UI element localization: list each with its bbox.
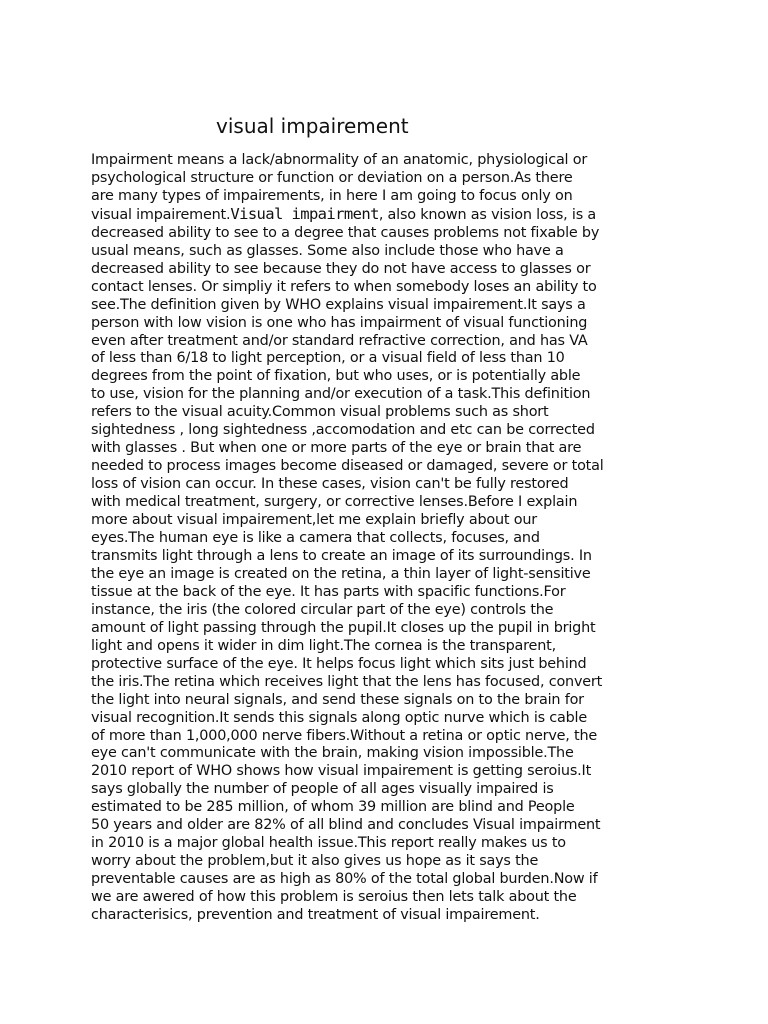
text-line: contact lenses. Or simpliy it refers to when somebody loses an ability to [91, 278, 597, 295]
text-line: transmits light through a lens to create an image of its surroundings. In [91, 547, 592, 564]
text-segment: visual impairement. [91, 206, 231, 223]
text-line: visual recognition.It sends this signals along optic nurve which is cable [91, 709, 588, 726]
text-line: of less than 6/18 to light perception, or a visual field of less than 10 [91, 350, 565, 367]
text-line: sightedness , long sightedness ,accomodation and etc can be corrected [91, 422, 595, 439]
text-line: psychological structure or function or deviation on a person.As there [91, 169, 573, 186]
text-line: more about visual impairement,let me explain briefly about our [91, 512, 537, 529]
text-line: usual means, such as glasses. Some also include those who have a [91, 242, 564, 259]
text-line: decreased ability to see to a degree that causes problems not fixable by [91, 224, 600, 241]
text-line: eyes.The human eye is like a camera that collects, focuses, and [91, 530, 540, 547]
text-line: to use, vision for the planning and/or execution of a task.This definition [91, 386, 591, 403]
text-line: characterisics, prevention and treatment of visual impairement. [91, 907, 540, 924]
text-line: needed to process images become diseased or damaged, severe or total [91, 458, 604, 475]
text-line: loss of vision can occur. In these cases, vision can't be fully restored [91, 476, 569, 493]
text-line: preventable causes are as high as 80% of the total global burden.Now if [91, 871, 598, 888]
highlighted-term: Visual impairment [230, 204, 379, 223]
text-line: even after treatment and/or standard refractive correction, and has VA [91, 332, 588, 349]
text-line: instance, the iris (the colored circular part of the eye) controls the [91, 601, 554, 618]
document-title: visual impairement [216, 114, 409, 138]
text-line: amount of light passing through the pupil.It closes up the pupil in bright [91, 619, 596, 636]
text-line: estimated to be 285 million, of whom 39 million are blind and People [91, 799, 575, 816]
text-line: of more than 1,000,000 nerve fibers.Without a retina or optic nerve, the [91, 727, 598, 744]
text-line [91, 206, 711, 225]
text-segment: , also known as vision loss, is a [378, 206, 597, 223]
text-line: says globally the number of people of all ages visually impaired is [91, 781, 554, 798]
text-line: the iris.The retina which receives light that the lens has focused, convert [91, 673, 603, 690]
text-line: person with low vision is one who has impairment of visual functioning [91, 314, 588, 331]
text-line: protective surface of the eye. It helps focus light which sits just behind [91, 655, 587, 672]
text-line: we are awered of how this problem is seroius then lets talk about the [91, 889, 577, 906]
text-line: light and opens it wider in dim light.The cornea is the transparent, [91, 637, 556, 654]
text-line: with glasses . But when one or more parts of the eye or brain that are [91, 440, 582, 457]
text-line: eye can't communicate with the brain, making vision impossible.The [91, 745, 574, 762]
text-line: the eye an image is created on the retina, a thin layer of light-sensitive [91, 565, 591, 582]
text-line: tissue at the back of the eye. It has parts with spacific functions.For [91, 583, 566, 600]
text-line: are many types of impairements, in here I am going to focus only on [91, 187, 573, 204]
text-line: in 2010 is a major global health issue.This report really makes us to [91, 835, 566, 852]
text-line: degrees from the point of fixation, but who uses, or is potentially able [91, 368, 581, 385]
text-line: 2010 report of WHO shows how visual impairement is getting seroius.It [91, 763, 592, 780]
text-line: with medical treatment, surgery, or corrective lenses.Before I explain [91, 494, 578, 511]
text-line: worry about the problem,but it also gives us hope as it says the [91, 853, 539, 870]
text-line: 50 years and older are 82% of all blind and concludes Visual impairment [91, 817, 601, 834]
body-paragraph [91, 152, 711, 925]
text-line: see.The definition given by WHO explains visual impairement.It says a [91, 296, 586, 313]
text-line: refers to the visual acuity.Common visual problems such as short [91, 404, 549, 421]
text-line: the light into neural signals, and send these signals on to the brain for [91, 691, 584, 708]
text-line: Impairment means a lack/abnormality of an anatomic, physiological or [91, 152, 588, 168]
text-line: decreased ability to see because they do not have access to glasses or [91, 260, 591, 277]
